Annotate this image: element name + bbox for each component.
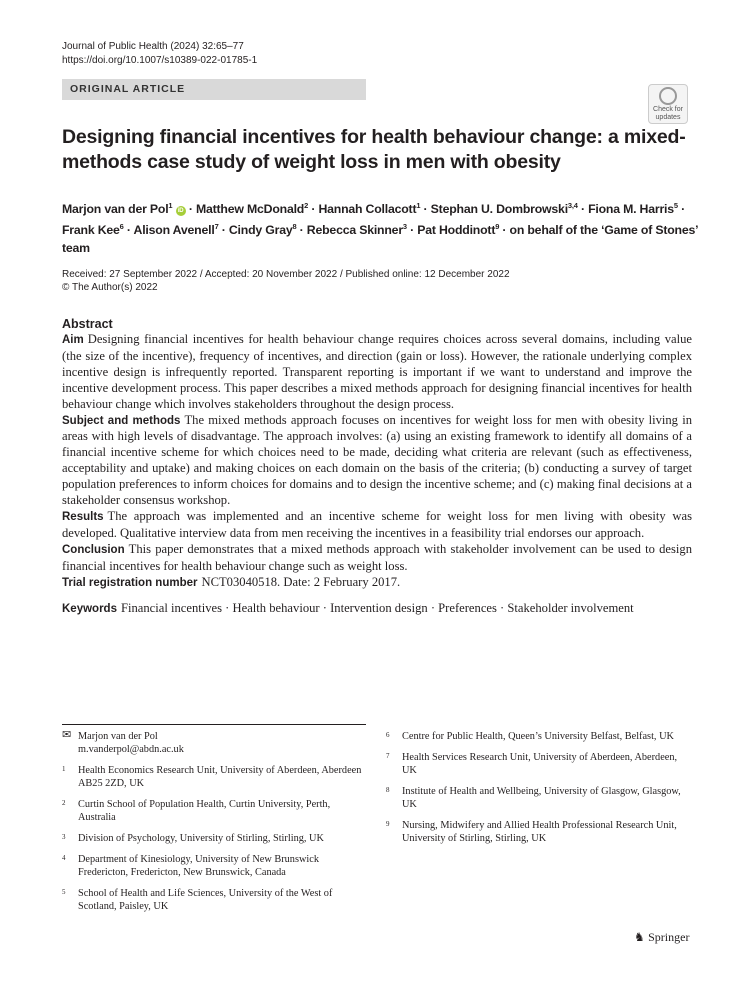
journal-citation: Journal of Public Health (2024) 32:65–77 xyxy=(62,41,244,52)
affiliation-text: School of Health and Life Sciences, University of the West of Scotland, Paisley, UK xyxy=(78,888,333,912)
affiliation-number: 6 xyxy=(386,731,390,739)
section-text: This paper demonstrates that a mixed methods approach with stakeholder involvement can be used to design financial incentives for health behaviour change such as weight loss. xyxy=(62,541,692,573)
correspondence xyxy=(62,730,362,756)
affiliation-number: 7 xyxy=(386,752,390,760)
author-list: Marjon van der Pol$^1$ iD · Matthew McDonald$^2$ · Hannah Collacott$^1$ · Stephan U. Dombrowski$^{3,4}$ · Fiona M. Harris$^5$ · Frank Kee$^6$ · Alison Avenell$^7$ · Cindy Gray$^8$ · Rebecca Skinner$^3$ · Pat Hoddinott$^9$ · on behalf of the ‘Game of Stones’ team xyxy=(62,201,698,256)
author-name: Marjon van der Pol xyxy=(62,202,169,217)
keywords xyxy=(62,601,634,616)
affiliation-number: 2 xyxy=(62,799,66,807)
author xyxy=(431,202,578,216)
author xyxy=(318,202,420,216)
check-for-updates-button[interactable] xyxy=(648,84,688,124)
abstract-section xyxy=(62,575,692,592)
keywords-text: Financial incentives · Health behaviour · Intervention design · Preferences · Stakeholder involvement xyxy=(120,601,634,615)
article-title: Designing financial incentives for health behaviour change: a mixed-methods case study of weight loss in men with obesity xyxy=(62,126,686,173)
affiliation-text: Nursing, Midwifery and Allied Health Professional Research Unit, University of Stirling, Stirling, UK xyxy=(402,820,677,844)
dates-line: Received: 27 September 2022 / Accepted: 20 November 2022 / Published online: 12 December 2022 xyxy=(62,269,510,280)
abstract-heading: Abstract xyxy=(62,317,113,331)
section-text: The mixed methods approach focuses on incentives for weight loss for men with obesity living in areas with high levels of disadvantage. The approach involves: (a) using an existing framework to identify all domains of a financial incentive scheme for which choices need to be made, deciding what criteria are relevant (such as effectiveness, acceptability and uptake) and making choices on each domain on the basis of the criteria; (b) conducting a survey of target population preferences to inform choices for domains and to design the incentive scheme; and (c) making final decisions at a stakeholder consensus workshop. xyxy=(62,412,692,508)
doi-link[interactable]: https://doi.org/10.1007/s10389-022-01785-1 xyxy=(62,55,258,66)
abstract-section xyxy=(62,509,692,542)
author xyxy=(62,202,186,216)
author-name: Hannah Collacott xyxy=(318,202,417,217)
abstract xyxy=(62,316,692,592)
author xyxy=(588,202,678,216)
affiliation-text: Institute of Health and Wellbeing, University of Glasgow, Glasgow, UK xyxy=(402,786,681,810)
author xyxy=(196,202,308,216)
publication-dates xyxy=(62,268,510,294)
abstract-section xyxy=(62,542,692,575)
check-updates-label-2: updates xyxy=(655,114,681,121)
affiliation-text: Centre for Public Health, Queen’s University Belfast, Belfast, UK xyxy=(402,731,674,742)
affiliation-number: 9 xyxy=(386,820,390,828)
author xyxy=(134,223,219,237)
section-label: Aim xyxy=(62,334,84,346)
email-link[interactable]: m.vanderpol@abdn.ac.uk xyxy=(78,744,184,755)
author-name: Frank Kee xyxy=(62,223,120,238)
affiliation xyxy=(386,751,686,777)
affiliation xyxy=(62,853,362,879)
affiliation-ref: 2 xyxy=(304,201,309,210)
abstract-section xyxy=(62,413,692,509)
section-label: Subject and methods xyxy=(62,414,181,427)
affiliation-number: 1 xyxy=(62,765,66,773)
footnote-divider xyxy=(62,724,366,725)
affiliation xyxy=(62,764,362,790)
affiliation-number: 4 xyxy=(62,854,66,862)
affiliation-ref: 1 xyxy=(168,201,173,210)
affiliation-ref: 8 xyxy=(292,222,297,232)
affiliation-ref: 9 xyxy=(495,222,500,232)
abstract-section xyxy=(62,332,692,413)
affiliation-ref: 1 xyxy=(416,201,421,210)
affiliation-text: Department of Kinesiology, University of New Brunswick Fredericton, Fredericton, New Brunswick, Canada xyxy=(78,854,319,878)
journal-info xyxy=(62,40,257,68)
affiliation-number: 8 xyxy=(386,786,390,794)
author xyxy=(229,223,297,237)
author-name: Alison Avenell xyxy=(133,223,215,238)
affiliation-number: 3 xyxy=(62,833,66,841)
affiliation xyxy=(62,832,362,845)
affiliation-ref: 5 xyxy=(673,201,678,210)
affiliation xyxy=(62,798,362,824)
affiliation-ref: 6 xyxy=(119,222,124,232)
affiliations-right xyxy=(386,730,686,853)
publisher-logo xyxy=(634,930,689,945)
section-text: NCT03040518. Date: 2 February 2017. xyxy=(201,574,401,589)
affiliation xyxy=(386,730,686,743)
section-text: The approach was implemented and an incentive scheme for weight loss for men living with obesity was developed. Qualitative interview data from men receiving the incentives in a feasibility trial endorses our approach. xyxy=(62,508,692,540)
section-label: Trial registration number xyxy=(62,576,198,589)
check-updates-icon xyxy=(659,87,677,105)
affiliation xyxy=(386,819,686,845)
affiliation-ref: 3 xyxy=(402,222,407,232)
article-type-banner: ORIGINAL ARTICLE xyxy=(62,79,366,100)
publisher-name: Springer xyxy=(648,930,690,944)
orcid-icon[interactable]: iD xyxy=(176,206,186,216)
author-name: Fiona M. Harris xyxy=(588,202,674,217)
author xyxy=(62,223,124,237)
author xyxy=(307,223,407,237)
affiliation xyxy=(62,887,362,913)
author-name: Pat Hoddinott xyxy=(417,223,496,238)
envelope-icon: ✉ xyxy=(62,729,72,741)
corresponding-author: Marjon van der Pol xyxy=(78,731,158,742)
author-name: Cindy Gray xyxy=(228,223,293,238)
affiliation xyxy=(386,785,686,811)
affiliations-left xyxy=(62,730,362,921)
section-text: Designing financial incentives for health behaviour change requires choices across several domains, including value (the size of the incentive), frequency of incentives, and direction (gain or loss). However, the rationale underlying complex incentive design is infrequently reported. Transparent reporting is important if we want to understand and improve the incentive development process. This paper describes a mixed methods approach for designing financial incentives for health behaviour change which involves stakeholders throughout the design process. xyxy=(62,332,692,411)
copyright-line: © The Author(s) 2022 xyxy=(62,282,158,293)
keywords-label: Keywords xyxy=(62,603,117,615)
check-updates-label: Check for xyxy=(653,106,683,113)
author-name: Matthew McDonald xyxy=(195,202,305,217)
affiliation-ref: 3,4 xyxy=(567,201,578,210)
affiliation-number: 5 xyxy=(62,888,66,896)
affiliation-text: Curtin School of Population Health, Curtin University, Perth, Australia xyxy=(78,799,331,823)
springer-horse-icon: ♞ xyxy=(634,930,645,944)
affiliation-text: Health Services Research Unit, University of Aberdeen, Aberdeen, UK xyxy=(402,752,678,776)
author xyxy=(417,223,499,237)
section-label: Results xyxy=(62,510,104,523)
section-label: Conclusion xyxy=(62,543,125,556)
affiliation-text: Division of Psychology, University of Stirling, Stirling, UK xyxy=(78,833,324,844)
affiliation-text: Health Economics Research Unit, University of Aberdeen, Aberdeen AB25 2ZD, UK xyxy=(78,765,362,789)
authors-suffix: on behalf of the ‘Game of Stones’ team xyxy=(62,223,698,256)
author-name: Rebecca Skinner xyxy=(306,223,403,238)
affiliation-ref: 7 xyxy=(214,222,219,232)
author-name: Stephan U. Dombrowski xyxy=(430,202,568,217)
